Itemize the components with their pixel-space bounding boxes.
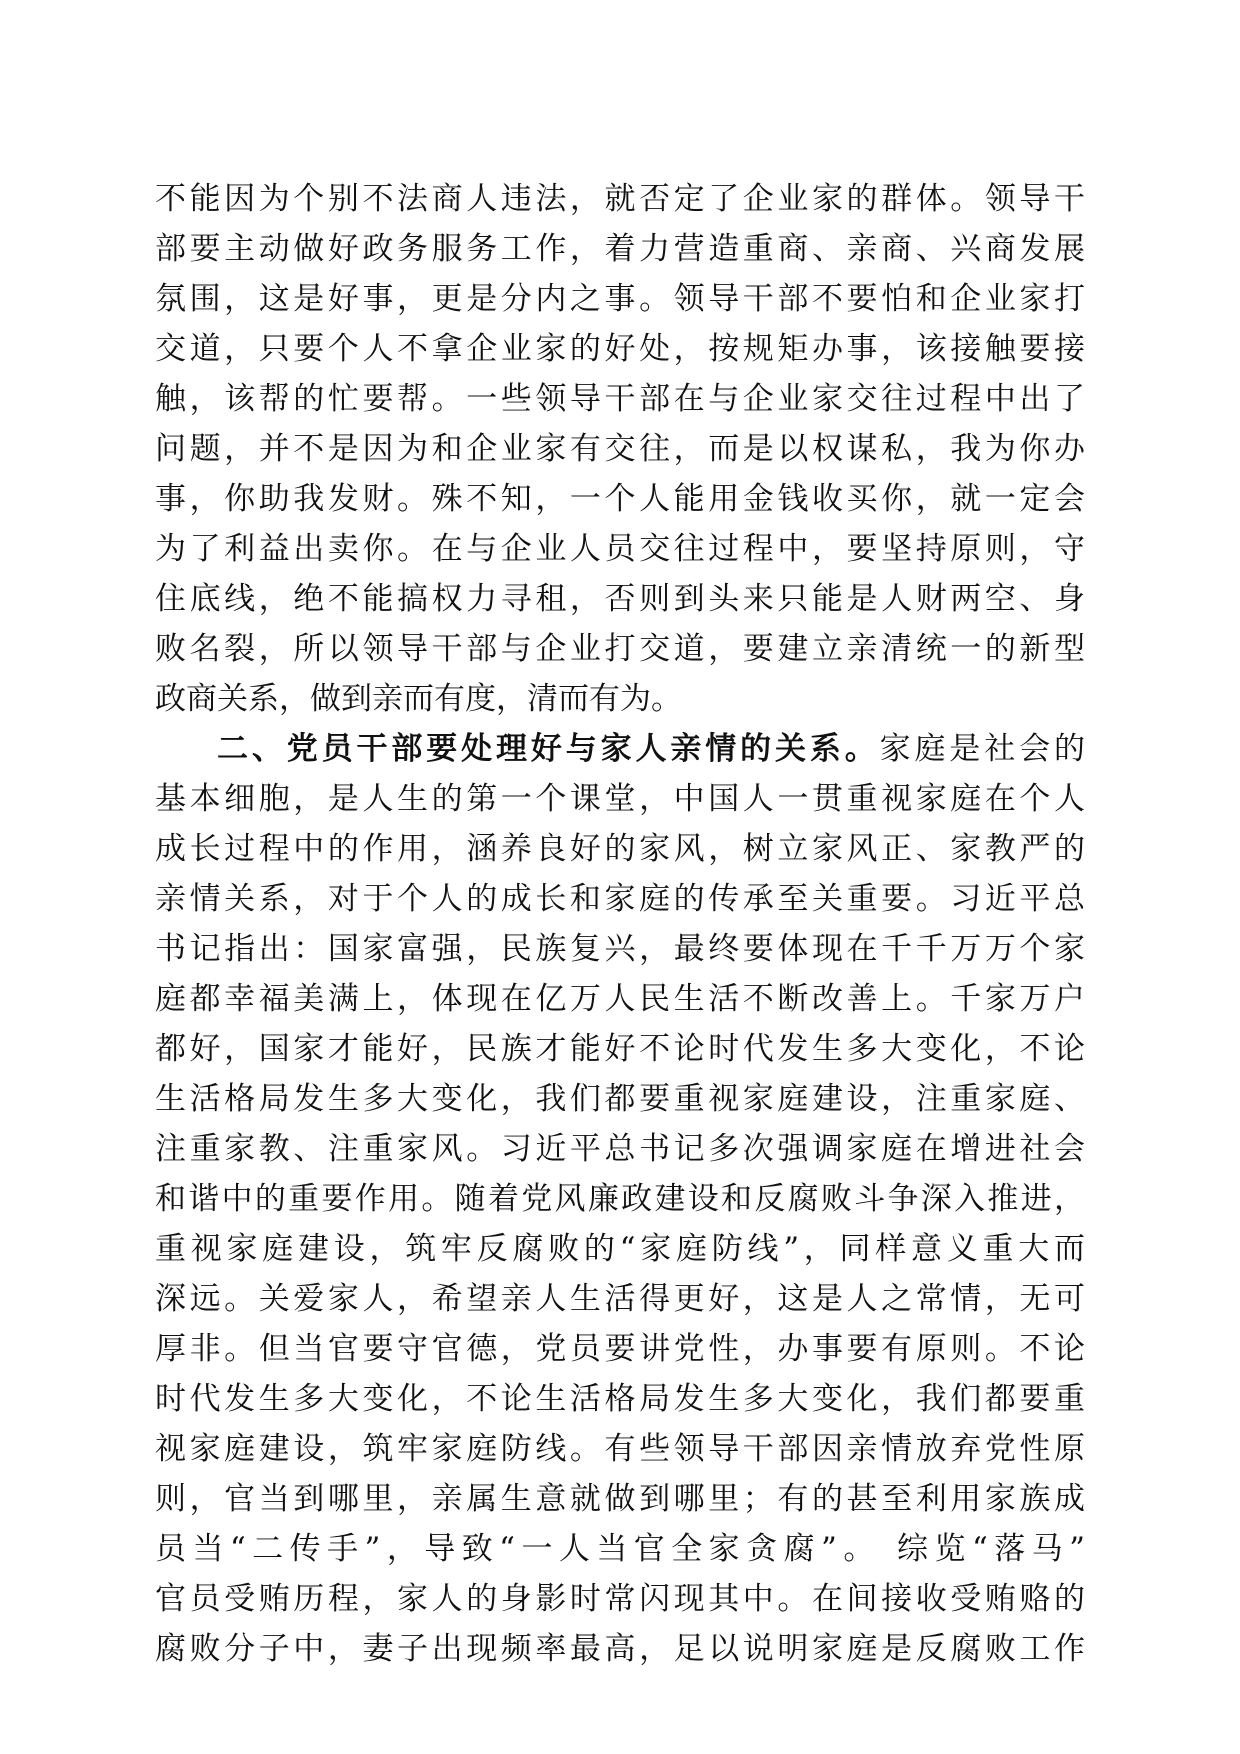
- body-text: [155, 174, 1085, 1674]
- text-line: 视家庭建设，筑牢家庭防线。有些领导干部因亲情放弃党性原: [155, 1431, 1085, 1467]
- text-line: 败名裂，所以领导干部与企业打交道，要建立亲清统一的新型: [155, 631, 1085, 667]
- text-line: 则，官当到哪里，亲属生意就做到哪里；有的甚至利用家族成: [155, 1481, 1085, 1517]
- text-line: 为了利益出卖你。在与企业人员交往过程中，要坚持原则，守: [155, 531, 1085, 567]
- text-line: 员当“二传手”，导致“一人当官全家贪腐”。 综览“落马”: [155, 1531, 1085, 1567]
- text-line: 问题，并不是因为和企业家有交往，而是以权谋私，我为你办: [155, 431, 1085, 467]
- text-line: 官员受贿历程，家人的身影时常闪现其中。在间接收受贿赂的: [155, 1581, 1085, 1617]
- text-line: 厚非。但当官要守官德，党员要讲党性，办事要有原则。不论: [155, 1331, 1085, 1367]
- text-line: 腐败分子中，妻子出现频率最高，足以说明家庭是反腐败工作: [155, 1631, 1085, 1667]
- text-line: 深远。关爱家人，希望亲人生活得更好，这是人之常情，无可: [155, 1281, 1085, 1317]
- paragraph-2: [155, 724, 1085, 1674]
- section-heading: 二、党员干部要处理好与家人亲情的关系。: [217, 731, 880, 767]
- text-line: 交道，只要个人不拿企业家的好处，按规矩办事，该接触要接: [155, 331, 1085, 367]
- text-line: 成长过程中的作用，涵养良好的家风，树立家风正、家教严的: [155, 831, 1085, 867]
- text-line: 书记指出：国家富强，民族复兴，最终要体现在千千万万个家: [155, 931, 1085, 967]
- text-line: 和谐中的重要作用。随着党风廉政建设和反腐败斗争深入推进，: [155, 1181, 1085, 1217]
- text-line: 住底线，绝不能搞权力寻租，否则到头来只能是人财两空、身: [155, 581, 1085, 617]
- text-line: 政商关系，做到亲而有度，清而有为。: [155, 681, 682, 717]
- text-line: 事，你助我发财。殊不知，一个人能用金钱收买你，就一定会: [155, 481, 1085, 517]
- text-line: 注重家教、注重家风。习近平总书记多次强调家庭在增进社会: [155, 1131, 1085, 1167]
- paragraph-1: [155, 174, 1085, 724]
- text-line: 基本细胞，是人生的第一个课堂，中国人一贯重视家庭在个人: [155, 781, 1085, 817]
- text-line: 都好，国家才能好，民族才能好不论时代发生多大变化，不论: [155, 1031, 1085, 1067]
- text-line: 时代发生多大变化，不论生活格局发生多大变化，我们都要重: [155, 1381, 1085, 1417]
- text-line: 重视家庭建设，筑牢反腐败的“家庭防线”，同样意义重大而: [155, 1231, 1085, 1267]
- text-line: 不能因为个别不法商人违法，就否定了企业家的群体。领导干: [155, 181, 1085, 217]
- section-heading-line: [155, 724, 1085, 774]
- heading-line-rest: 家庭是社会的: [879, 731, 1085, 767]
- text-line: 触，该帮的忙要帮。一些领导干部在与企业家交往过程中出了: [155, 381, 1085, 417]
- text-line: 部要主动做好政务服务工作，着力营造重商、亲商、兴商发展: [155, 231, 1085, 267]
- text-line: 亲情关系，对于个人的成长和家庭的传承至关重要。习近平总: [155, 881, 1085, 917]
- text-line: 氛围，这是好事，更是分内之事。领导干部不要怕和企业家打: [155, 281, 1085, 317]
- text-line: 生活格局发生多大变化，我们都要重视家庭建设，注重家庭、: [155, 1081, 1085, 1117]
- text-line: 庭都幸福美满上，体现在亿万人民生活不断改善上。千家万户: [155, 981, 1085, 1017]
